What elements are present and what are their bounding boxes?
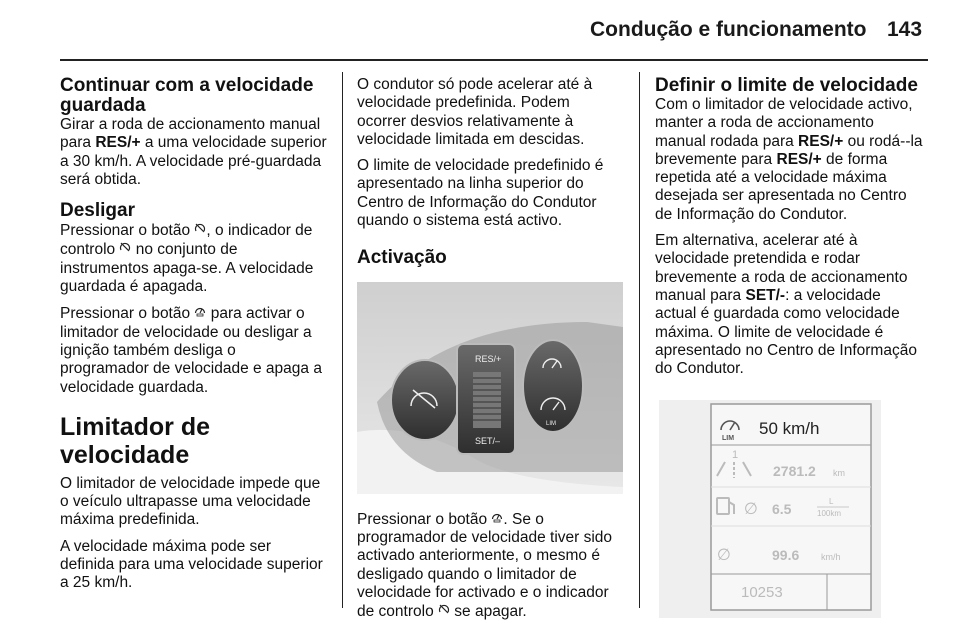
display-gear: 1 bbox=[732, 449, 739, 462]
display-consumption-unit-bottom: 100km bbox=[817, 509, 842, 519]
limiter-icon bbox=[491, 510, 503, 528]
heading-activation: Activação bbox=[357, 247, 447, 269]
display-consumption-unit-top: L bbox=[829, 497, 834, 507]
right-column bbox=[655, 76, 923, 624]
middle-column bbox=[357, 76, 623, 629]
column-divider-right bbox=[639, 72, 640, 608]
paragraph-right-1: Com o limitador de velocidade activo, manter a roda de accionamento manual rodada para RES/+ ou rodá--la brevemente para RES/+ de forma repetida até a velocidade máxima desejada ser apresentada no Centro de Informação do Condutor. bbox=[655, 96, 923, 223]
display-avg-symbol-speed: ∅ bbox=[717, 545, 731, 565]
display-consumption: 6.5 bbox=[772, 501, 792, 518]
speedometer-off-icon bbox=[119, 240, 131, 258]
photo-label-res: RES/+ bbox=[475, 354, 502, 365]
limiter-button bbox=[523, 340, 583, 432]
paragraph-mid-1: O condutor só pode acelerar até à velocidade predefinida. Podem ocorrer desvios relativamente à velocidade limitada em descidas. bbox=[357, 76, 593, 148]
display-distance-unit: km bbox=[833, 468, 845, 479]
paragraph-press: Pressionar o botão para activar o limitador de velocidade ou desligar a ignição também desliga o programador de velocidade e apaga a velocidade guardada. bbox=[60, 305, 322, 396]
heading-limiter: Limitador de velocidade bbox=[60, 412, 211, 469]
heading-off: Desligar bbox=[60, 200, 135, 222]
paragraph-mid-2: O limite de velocidade predefinido é apresentado na linha superior do Centro de Informação do Condutor quando o sistema está activo. bbox=[357, 157, 604, 230]
paragraph-limiter-2: A velocidade máxima pode ser definida para uma velocidade superior a 25 km/h. bbox=[60, 537, 323, 592]
display-avg-speed-unit: km/h bbox=[821, 552, 841, 563]
column-divider-left bbox=[342, 72, 343, 608]
display-lim-label: LIM bbox=[722, 435, 735, 443]
heading-define-limit: Definir o limite de velocidade bbox=[655, 75, 918, 96]
display-speed-limit: 50 km/h bbox=[759, 419, 820, 439]
display-odometer: 10253 bbox=[741, 584, 783, 602]
speedometer-off-icon bbox=[438, 602, 450, 620]
photo-label-set: SET/– bbox=[475, 436, 501, 447]
left-column bbox=[60, 76, 328, 601]
speedometer-off-icon bbox=[194, 221, 206, 239]
display-avg-speed: 99.6 bbox=[772, 547, 800, 564]
paragraph-right-2: Em alternativa, acelerar até à velocidade pretendida e rodar brevemente a roda de accionamento manual para SET/-: a velocidade actual é guardada como velocidade máxima. O limite de velocidade é apresentado no Centro de Informação do Condutor. bbox=[655, 232, 917, 378]
paragraph-limiter-1: O limitador de velocidade impede que o veículo ultrapasse uma velocidade máxima predefinida. bbox=[60, 474, 321, 529]
paragraph-mid-3: Pressionar o botão . Se o programador de velocidade tiver sido activado anteriormente, o mesmo é desligado quando o limitador de velocidade for activado e o indicador de controlo se apagar. bbox=[357, 510, 613, 621]
driver-information-display bbox=[659, 400, 881, 618]
paragraph-continue: Girar a roda de accionamento manual para RES/+ a uma velocidade superior a 30 km/h. A velocidade pré-guardada será obtida. bbox=[60, 116, 327, 188]
page-number: 143 bbox=[887, 18, 923, 41]
display-distance: 2781.2 bbox=[773, 463, 816, 480]
steering-wheel-buttons-photo bbox=[357, 282, 623, 494]
paragraph-off: Pressionar o botão , o indicador de controlo no conjunto de instrumentos apaga-se. A velocidade guardada é apagada. bbox=[60, 222, 314, 296]
limiter-icon bbox=[194, 304, 206, 322]
header-divider bbox=[60, 59, 928, 61]
photo-label-lim: LIM bbox=[546, 421, 557, 428]
running-header: Condução e funcionamento bbox=[590, 18, 867, 41]
display-avg-symbol-fuel: ∅ bbox=[744, 499, 758, 519]
heading-continue: Continuar com a velocidade guardada bbox=[60, 75, 314, 116]
